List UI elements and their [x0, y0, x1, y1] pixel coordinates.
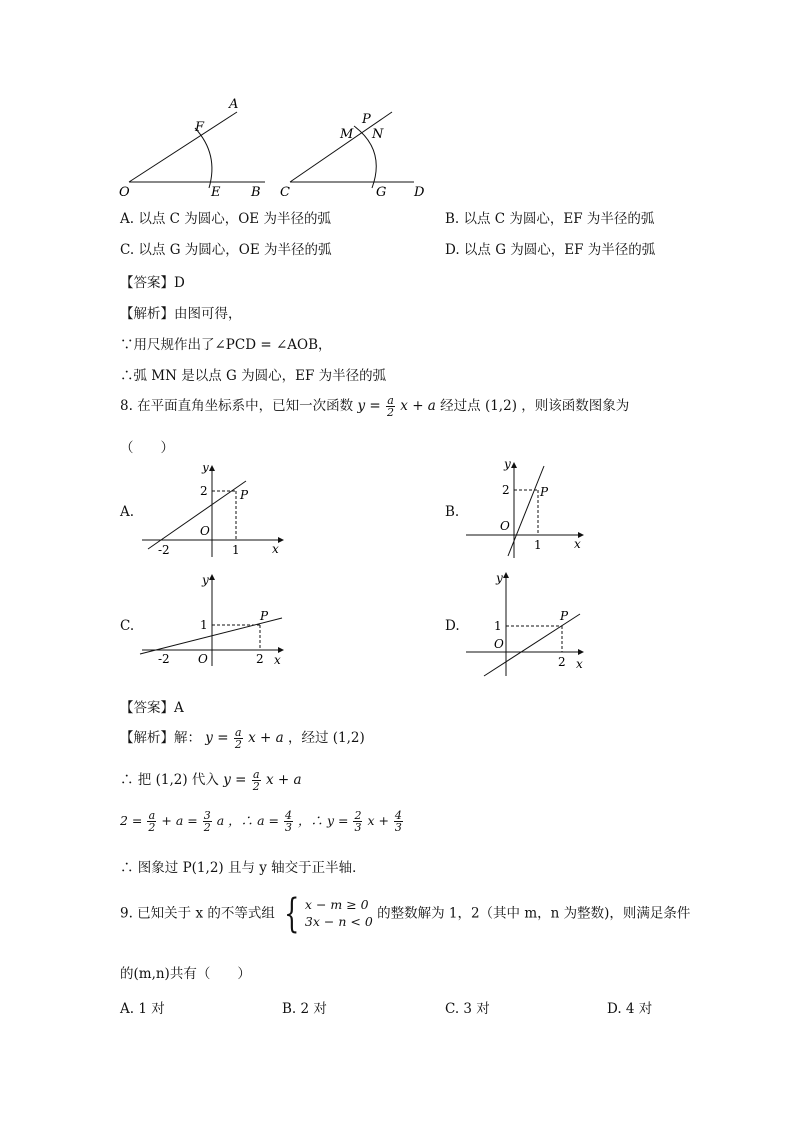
q7-answer: 【答案】D [120, 275, 185, 291]
svg-text:P: P [260, 609, 269, 623]
svg-text:y: y [202, 573, 209, 587]
label-O: O [119, 185, 130, 200]
svg-text:O: O [198, 652, 208, 666]
q8-option-d-label[interactable]: D. [445, 618, 460, 634]
svg-text:y: y [496, 571, 503, 585]
q8-graph-c[interactable] [138, 572, 288, 670]
q8-graph-b[interactable] [462, 460, 592, 570]
svg-text:x: x [574, 537, 581, 551]
q8-option-a-label[interactable]: A. [120, 504, 135, 520]
q7-analysis-2: ∵用尺规作出了∠PCD = ∠AOB， [120, 337, 332, 353]
svg-text:x: x [274, 653, 281, 667]
q7-analysis-3: ∴弧 MN 是以点 G 为圆心，EF 为半径的弧 [120, 368, 387, 384]
q7-figure-1 [115, 92, 275, 202]
q8-solution-1: 【解析】解： y = $\frac{a}{2}$ x + a ，经过 (1,2) [120, 726, 365, 751]
q8-answer: 【答案】A [120, 700, 184, 716]
label-F: F [195, 120, 205, 135]
svg-text:x: x [576, 657, 583, 671]
svg-text:O: O [494, 637, 504, 651]
svg-text:-2: -2 [158, 652, 170, 666]
q8-graph-d[interactable] [462, 570, 592, 682]
svg-text:x: x [272, 542, 279, 556]
svg-text:-2: -2 [158, 543, 170, 557]
svg-text:P: P [540, 485, 549, 499]
q9-stem: 9. 已知关于 x 的不等式组 { x − m ≥ 0 3x − n < 0 的整数解为 1，2（其中 m，n 为整数)，则满足条件 [120, 891, 691, 937]
q8-stem: 8. 在平面直角坐标系中，已知一次函数 y = $\frac{a}{2}$ x + a 经过点 (1,2) ，则该函数图象为 [120, 394, 630, 419]
q9-stem-continued: 的(m,n)共有（ ） [120, 966, 251, 982]
svg-text:1: 1 [232, 543, 240, 557]
q9-option-d[interactable]: D. 4 对 [607, 1001, 653, 1017]
svg-text:2: 2 [200, 484, 208, 498]
svg-text:2: 2 [256, 652, 264, 666]
q7-figure-2 [276, 100, 436, 202]
svg-text:y: y [504, 460, 511, 471]
q7-option-d[interactable]: D. 以点 G 为圆心，EF 为半径的弧 [445, 242, 656, 258]
q8-option-b-label[interactable]: B. [445, 504, 460, 520]
q7-option-c[interactable]: C. 以点 G 为圆心，OE 为半径的弧 [120, 242, 332, 258]
q8-option-c-label[interactable]: C. [120, 618, 135, 634]
label-A: A [229, 97, 239, 112]
svg-text:P: P [240, 488, 249, 502]
label-M: M [340, 127, 354, 142]
label-G: G [376, 185, 387, 200]
label-E: E [211, 185, 221, 200]
q8-solution-4: ∴ 图象过 P(1,2) 且与 y 轴交于正半轴． [120, 860, 366, 876]
q8-answer-paren: （ ） [120, 440, 174, 456]
svg-text:O: O [500, 519, 510, 533]
label-C: C [280, 185, 290, 200]
label-P: P [362, 112, 371, 127]
svg-text:1: 1 [534, 538, 542, 552]
q7-option-b[interactable]: B. 以点 C 为圆心，EF 为半径的弧 [445, 211, 655, 227]
q8-graph-a[interactable] [138, 465, 288, 560]
svg-text:2: 2 [558, 655, 566, 669]
q8-solution-2: ∴ 把 (1,2) 代入 y = $\frac{a}{2}$ x + a [120, 768, 302, 793]
q9-option-b[interactable]: B. 2 对 [282, 1001, 327, 1017]
q7-option-a[interactable]: A. 以点 C 为圆心，OE 为半径的弧 [120, 211, 331, 227]
svg-text:1: 1 [200, 618, 208, 632]
q9-option-a[interactable]: A. 1 对 [120, 1001, 165, 1017]
label-N: N [372, 127, 384, 142]
svg-text:1: 1 [494, 619, 502, 633]
q9-option-c[interactable]: C. 3 对 [445, 1001, 490, 1017]
q7-analysis-1: 【解析】由图可得， [120, 306, 242, 322]
svg-text:y: y [202, 465, 209, 474]
svg-text:P: P [560, 609, 569, 623]
svg-text:O: O [200, 524, 210, 538]
svg-text:2: 2 [502, 483, 510, 497]
q8-solution-3: 2 = $\frac{a}{2}$ + a = $\frac{3}{2}$ a ，∴ a = $\frac{4}{3}$ ，∴ y = $\frac{2}{3}$ x + $\frac{4}{3}$ [120, 809, 402, 834]
label-B: B [251, 185, 261, 200]
label-D: D [414, 185, 425, 200]
